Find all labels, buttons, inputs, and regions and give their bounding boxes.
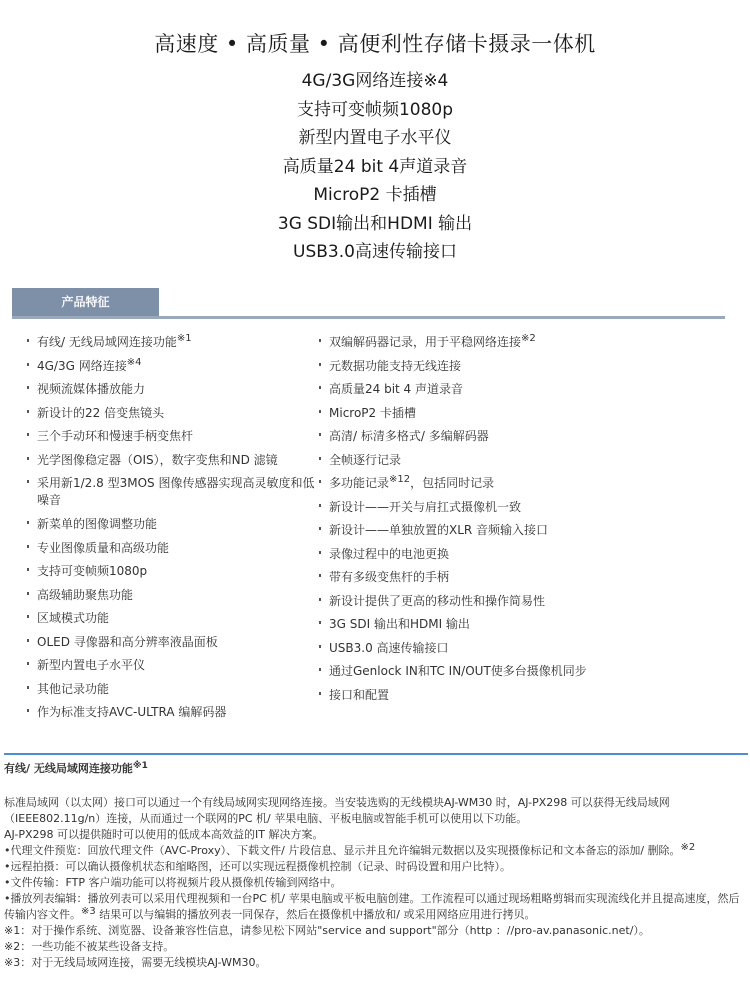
feature-text: 专业图像质量和高级功能: [37, 540, 170, 555]
footnote: ※3：对于无线局域网连接，需要无线模块AJ-WM30。: [4, 956, 267, 969]
bullet-item: •远程拍摄：可以确认摄像机状态和缩略图，还可以实现远程摄像机控制（记录、时码设置和用户比特）。: [4, 860, 511, 873]
feature-text: 双编解码器记录，用于平稳网络连接: [329, 335, 522, 349]
feature-item: [26, 584, 326, 608]
bullet-text: •播放列表编辑：播放列表可以采用代理视频和一台PC 机/ 苹果电脑或平板电脑创建。工作流程可以通过现场粗略剪辑而实现流线化并且提高速度，然后传输内容文件。: [4, 892, 740, 921]
feature-item: [26, 701, 326, 725]
section-title-text: 有线/ 无线局域网连接功能: [4, 762, 133, 775]
feature-text: 光学图像稳定器（OIS），数字变焦和ND 滤镜: [37, 452, 278, 467]
feature-footnote-ref: ※4: [126, 356, 142, 368]
feature-text: 元数据功能支持无线连接: [329, 358, 462, 373]
feature-item: [26, 355, 326, 379]
feature-text: 采用新1/2.8 型3MOS 图像传感器实现高灵敏度和低噪音: [37, 476, 315, 507]
feature-text: 新设计——单独放置的XLR 音频输入接口: [329, 523, 549, 537]
feature-item: [26, 513, 326, 537]
feature-item: [318, 660, 728, 684]
feature-item: [26, 425, 326, 449]
bullet-footnote-ref: ※3: [81, 906, 96, 917]
feature-item: [26, 560, 326, 584]
feature-item: [26, 449, 326, 473]
feature-text: 新型内置电子水平仪: [37, 658, 146, 672]
feature-text: 高清/ 标清多格式/ 多编解码器: [329, 429, 489, 443]
feature-item: [26, 378, 326, 402]
feature-item: [318, 566, 728, 590]
feature-text: 接口和配置: [329, 687, 390, 702]
bullet-text: •代理文件预览：回放代理文件（AVC-Proxy）、下载文件/ 片段信息、显示并且允许编辑元数据以及实现摄像标记和文本备忘的添加/ 删除。: [4, 844, 681, 857]
feature-item: [318, 684, 728, 708]
highlight-item: USB3.0高速传输接口: [293, 242, 457, 262]
highlight-item: 新型内置电子水平仪: [298, 128, 452, 148]
page-title: 高速度 • 高质量 • 高便利性存储卡摄录一体机: [154, 32, 596, 56]
feature-text: 支持可变帧频1080p: [37, 564, 148, 578]
feature-text: 新设计提供了更高的移动性和操作简易性: [329, 593, 546, 608]
bullet-item: [4, 891, 748, 923]
feature-item: [318, 402, 728, 426]
highlight-item: 支持可变帧频1080p: [296, 99, 454, 120]
feature-text: 3G SDI 输出和HDMI 输出: [329, 617, 470, 631]
feature-item: [318, 331, 728, 355]
feature-footnote-ref: ※2: [521, 333, 536, 344]
feature-text: MicroP2 卡插槽: [329, 405, 416, 420]
feature-item: [26, 607, 326, 631]
features-right-column: [318, 331, 728, 707]
feature-text: USB3.0 高速传输接口: [329, 640, 449, 655]
intro-paragraph: AJ-PX298 可以提供随时可以使用的低成本高效益的IT 解决方案。: [4, 828, 324, 841]
feature-text: 视频流媒体播放能力: [37, 382, 146, 396]
feature-footnote-ref: ※1: [176, 333, 192, 344]
feature-text: 三个手动环和慢速手柄变焦杆: [37, 429, 194, 443]
bullet-footnote-ref: ※2: [680, 842, 696, 853]
feature-item: [318, 613, 728, 637]
section-divider: [4, 753, 748, 755]
feature-item: [318, 590, 728, 614]
feature-text: 有线/ 无线局域网连接功能: [37, 335, 177, 349]
feature-text: 新设计的22 倍变焦镜头: [37, 405, 165, 420]
feature-text: 区域模式功能: [37, 611, 110, 625]
bullet-text: 结果可以与编辑的播放列表一同保存，然后在摄像机中播放和/ 或采用网络应用进行拷贝。: [99, 908, 536, 921]
feature-item: [26, 402, 326, 426]
features-tab[interactable]: 产品特征: [12, 288, 159, 316]
feature-item: [318, 496, 728, 520]
feature-item: [318, 637, 728, 661]
feature-text: 新设计——开关与肩扛式摄像机一致: [329, 499, 522, 514]
feature-text: 4G/3G 网络连接: [37, 358, 127, 373]
feature-item: [318, 355, 728, 379]
feature-text: 全帧逐行记录: [329, 452, 402, 467]
feature-text: 其他记录功能: [37, 681, 110, 696]
highlight-item: 4G/3G网络连接※4: [301, 71, 449, 91]
feature-item: [318, 519, 728, 543]
section-title: [4, 760, 148, 776]
feature-text: 录像过程中的电池更换: [329, 546, 450, 561]
feature-text: OLED 寻像器和高分辨率液晶面板: [37, 634, 218, 649]
feature-item: [26, 631, 326, 655]
feature-text: 新菜单的图像调整功能: [37, 517, 158, 531]
feature-item: [26, 537, 326, 561]
highlight-item: MicroP2 卡插槽: [313, 185, 437, 205]
feature-text: 通过Genlock IN和TC IN/OUT使多台摄像机同步: [329, 664, 587, 678]
intro-paragraph: 标准局域网（以太网）接口可以通过一个有线局域网实现网络连接。当安装选购的无线模块AJ-WM30 时，AJ-PX298 可以获得无线局域网（IEEE802.11g/n）连接，从而通过一个联网的PC 机/ 苹果电脑、平板电脑或智能手机可以使用以下功能。: [4, 796, 670, 825]
highlight-item: 高质量24 bit 4声道录音: [282, 156, 468, 177]
section-body: [4, 795, 748, 971]
feature-item: [26, 331, 326, 355]
feature-item: [318, 472, 728, 496]
feature-item: [318, 449, 728, 473]
feature-item: [318, 425, 728, 449]
features-left-column: [26, 331, 326, 725]
bullet-item: •文件传输：FTP 客户端功能可以将视频片段从摄像机传输到网络中。: [4, 876, 342, 889]
feature-item: [318, 543, 728, 567]
highlight-item: 3G SDI输出和HDMI 输出: [277, 213, 473, 234]
feature-text: 高质量24 bit 4 声道录音: [329, 382, 464, 396]
feature-text: 高级辅助聚焦功能: [37, 587, 134, 602]
bullet-item: [4, 843, 748, 859]
section-title-footnote-ref: ※1: [132, 761, 148, 771]
feature-item: [26, 472, 326, 513]
footnote: ※2：一些功能不被某些设备支持。: [4, 940, 175, 953]
feature-item: [26, 654, 326, 678]
feature-text: 作为标准支持AVC-ULTRA 编解码器: [37, 705, 227, 719]
feature-text-suffix: ，包括同时记录: [410, 476, 495, 490]
footnote: ※1：对于操作系统、浏览器、设备兼容性信息，请参见松下网站"service and support"部分（http ：//pro-av.panasonic.net/）。: [4, 924, 650, 937]
features-divider: [12, 316, 725, 319]
feature-footnote-ref: ※12: [389, 474, 411, 485]
highlight-list: [0, 67, 750, 267]
feature-item: [26, 678, 326, 702]
feature-item: [318, 378, 728, 402]
feature-text: 带有多级变焦杆的手柄: [329, 570, 450, 584]
feature-text: 多功能记录: [329, 476, 390, 490]
